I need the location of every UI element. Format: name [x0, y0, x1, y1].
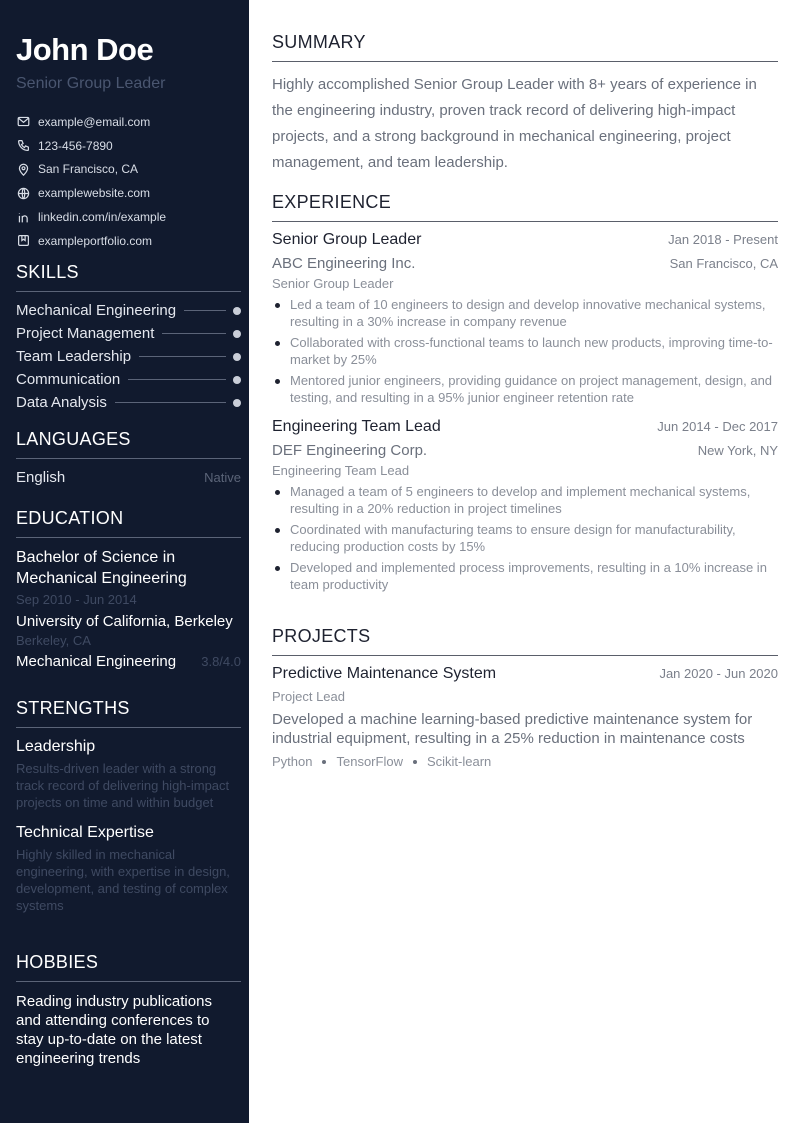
- contact-portfolio-text: exampleportfolio.com: [38, 233, 153, 248]
- strengths-heading: STRENGTHS: [16, 698, 241, 728]
- strength-item: [16, 738, 241, 811]
- contact-linkedin[interactable]: [16, 205, 241, 229]
- skill-label: Mechanical Engineering: [16, 302, 177, 319]
- project-tag: Python: [272, 754, 313, 769]
- contact-website[interactable]: [16, 181, 241, 205]
- job-bullet: Led a team of 10 engineers to design and develop innovative mechanical systems, resulting in a 30% increase in company revenue: [272, 296, 778, 330]
- language-level: Native: [204, 470, 241, 485]
- skill-line: [184, 310, 226, 311]
- languages-heading: LANGUAGES: [16, 429, 241, 459]
- contact-email[interactable]: [16, 110, 241, 134]
- skill-line: [115, 402, 226, 403]
- contact-location: [16, 158, 241, 182]
- candidate-title: Senior Group Leader: [16, 75, 166, 92]
- project-role: Project Lead: [272, 689, 345, 704]
- experience-heading: EXPERIENCE: [272, 192, 778, 222]
- skill-line: [162, 333, 226, 334]
- project-tag: Scikit-learn: [426, 754, 492, 769]
- location-icon: [16, 162, 30, 176]
- job-header: [272, 231, 778, 249]
- languages-section: [16, 429, 241, 486]
- education-field: Mechanical Engineering: [16, 653, 177, 670]
- contact-portfolio[interactable]: [16, 229, 241, 253]
- job-bullet: Developed and implemented process improvements, resulting in a 10% increase in team productivity: [272, 559, 778, 593]
- job-header: [272, 418, 778, 436]
- summary-heading: SUMMARY: [272, 32, 778, 62]
- education-school: University of California, Berkeley: [16, 613, 233, 630]
- skills-heading: SKILLS: [16, 262, 241, 292]
- skill-dot: [233, 330, 241, 338]
- experience-section: [272, 192, 778, 597]
- contact-phone[interactable]: [16, 134, 241, 158]
- education-dates: Sep 2010 - Jun 2014: [16, 592, 137, 607]
- job-company-row: [272, 255, 778, 272]
- phone-icon: [16, 139, 30, 153]
- strength-desc: Highly skilled in mechanical engineering, with expertise in design, development, and testing of complex systems: [16, 847, 230, 913]
- project-dates: Jan 2020 - Jun 2020: [659, 666, 778, 681]
- job-bullet: Collaborated with cross-functional teams to launch new products, improving time-to-market by 25%: [272, 334, 778, 368]
- contact-list: [16, 110, 241, 253]
- strength-title: Technical Expertise: [16, 824, 154, 841]
- projects-section: [272, 626, 778, 769]
- linkedin-icon: [16, 210, 30, 224]
- skill-line: [128, 379, 226, 380]
- education-field-row: [16, 653, 241, 670]
- job-company: ABC Engineering Inc.: [272, 255, 416, 272]
- language-item: [16, 469, 241, 486]
- education-location: Berkeley, CA: [16, 633, 91, 648]
- job-location: New York, NY: [697, 443, 778, 458]
- job-entry: [272, 231, 778, 406]
- project-tags: [272, 754, 778, 769]
- candidate-name: John Doe: [16, 32, 154, 67]
- hobbies-text: Reading industry publications and attending conferences to stay up-to-date on the latest engineering trends: [16, 993, 212, 1067]
- tag-separator: [413, 760, 417, 764]
- project-desc: Developed a machine learning-based predictive maintenance system for industrial equipment, resulting in a 25% reduction in maintenance costs: [272, 711, 753, 747]
- project-tag: TensorFlow: [336, 754, 403, 769]
- summary-section: [272, 32, 778, 176]
- job-bullets: [272, 296, 778, 406]
- contact-linkedin-text: linkedin.com/in/example: [38, 210, 167, 225]
- job-company-row: [272, 442, 778, 459]
- portfolio-icon: [16, 234, 30, 248]
- sidebar: [0, 0, 249, 1123]
- hobbies-heading: HOBBIES: [16, 952, 241, 982]
- contact-phone-text: 123-456-7890: [38, 138, 113, 153]
- job-bullets: [272, 483, 778, 593]
- education-heading: EDUCATION: [16, 508, 241, 538]
- skill-label: Data Analysis: [16, 394, 107, 411]
- skill-label: Team Leadership: [16, 348, 132, 365]
- email-icon: [16, 115, 30, 129]
- strength-desc: Results-driven leader with a strong track record of delivering high-impact projects on time and within budget: [16, 761, 230, 810]
- education-gpa: 3.8/4.0: [201, 654, 241, 669]
- projects-heading: PROJECTS: [272, 626, 778, 656]
- skill-dot: [233, 353, 241, 361]
- job-title: Senior Group Leader: [272, 231, 422, 248]
- strength-item: [16, 824, 241, 914]
- job-dates: Jun 2014 - Dec 2017: [657, 419, 778, 434]
- contact-website-text: examplewebsite.com: [38, 186, 151, 201]
- job-location: San Francisco, CA: [669, 256, 778, 271]
- job-dates: Jan 2018 - Present: [668, 232, 778, 247]
- skills-list: [16, 299, 241, 414]
- skill-line: [139, 356, 226, 357]
- skill-item: [16, 299, 241, 322]
- language-name: English: [16, 469, 66, 486]
- contact-email-text: example@email.com: [38, 114, 151, 129]
- skill-dot: [233, 376, 241, 384]
- skills-section: [16, 262, 241, 414]
- globe-icon: [16, 186, 30, 200]
- skill-item: [16, 345, 241, 368]
- job-bullet: Coordinated with manufacturing teams to ensure design for manufacturability, reducing production costs by 15%: [272, 521, 778, 555]
- hobbies-section: [16, 952, 241, 1068]
- job-company: DEF Engineering Corp.: [272, 442, 428, 459]
- job-role: Senior Group Leader: [272, 276, 394, 291]
- project-entry: [272, 665, 778, 769]
- job-role: Engineering Team Lead: [272, 463, 410, 478]
- strength-title: Leadership: [16, 738, 96, 755]
- job-bullet: Managed a team of 5 engineers to develop and implement mechanical systems, resulting in a 20% reduction in project timelines: [272, 483, 778, 517]
- skill-item: [16, 391, 241, 414]
- education-degree: Bachelor of Science in Mechanical Engineering: [16, 549, 187, 587]
- education-section: [16, 508, 241, 670]
- education-entry: [16, 547, 241, 670]
- skill-label: Project Management: [16, 325, 155, 342]
- tag-separator: [322, 760, 326, 764]
- project-title: Predictive Maintenance System: [272, 665, 497, 682]
- skill-label: Communication: [16, 371, 121, 388]
- job-bullet: Mentored junior engineers, providing guidance on project management, design, and testing, and resulting in a 95% junior engineer retention rate: [272, 372, 778, 406]
- strengths-section: [16, 698, 241, 914]
- contact-location-text: San Francisco, CA: [38, 162, 139, 177]
- job-entry: [272, 418, 778, 593]
- job-title: Engineering Team Lead: [272, 418, 441, 435]
- project-header: [272, 665, 778, 683]
- skill-item: [16, 368, 241, 391]
- skill-dot: [233, 307, 241, 315]
- summary-text: Highly accomplished Senior Group Leader with 8+ years of experience in the engineering industry, proven track record of delivering high-impact projects, and a strong background in mechanical engineering, project management, and team leadership.: [272, 76, 757, 171]
- skill-item: [16, 322, 241, 345]
- skill-dot: [233, 399, 241, 407]
